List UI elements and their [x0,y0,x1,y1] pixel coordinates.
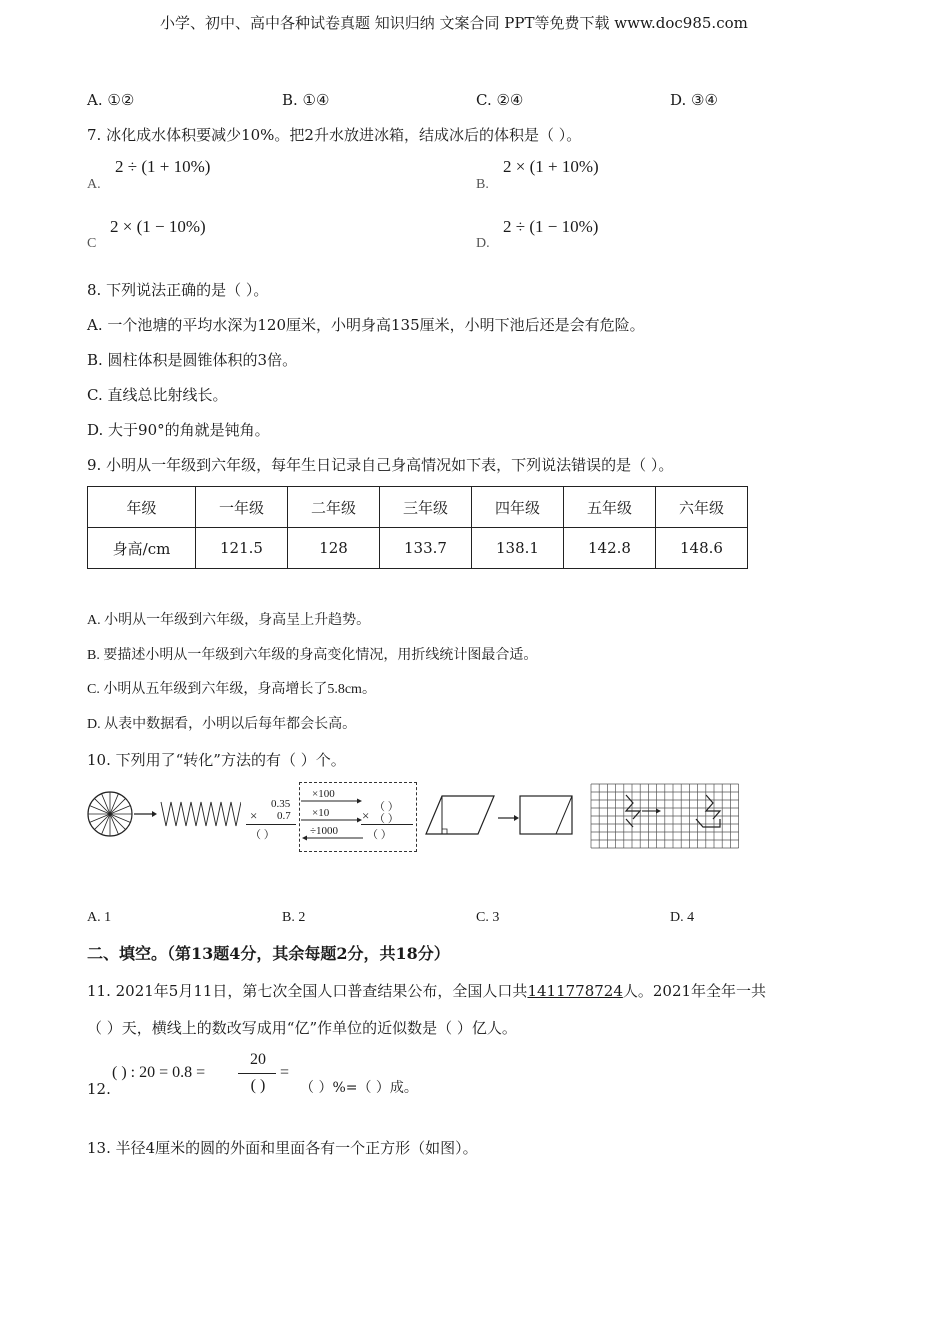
circle-transform-figure [86,788,241,840]
q12-label: 12. [87,1080,111,1098]
q9-option-b[interactable]: B. 要描述小明从一年级到六年级的身高变化情况，用折线统计图最合适。 [87,648,538,663]
q7-option-c-label[interactable]: C [87,236,97,251]
table-header-cell: 三年级 [380,487,472,528]
fraction-bar [238,1073,276,1074]
q6-option-c[interactable]: C. ②④ [476,91,524,109]
q6-option-d[interactable]: D. ③④ [670,91,718,109]
table-header-cell: 一年级 [196,487,288,528]
q7-option-b-label[interactable]: B. [476,177,489,192]
table-header-cell: 年级 [88,487,196,528]
q12-denominator[interactable]: ( ) [250,1077,266,1094]
table-row [88,528,748,569]
q11-text-post: 人。2021年全年一共 [622,982,767,1000]
table-cell: 121.5 [196,528,288,569]
q7-option-d-expr: 2 ÷ (1 − 10%) [503,217,599,236]
q10-option-b[interactable]: B. 2 [282,910,306,925]
sector-line [110,798,126,814]
arrow-head [152,811,157,817]
op-times-100: ×100 [312,788,335,800]
grid-translation-figure [590,783,740,849]
q10-stem: 10. 下列用了“转化”方法的有（ ）个。 [87,751,346,769]
parallelogram [426,796,494,834]
conversion-arrows [299,782,417,850]
q12-ratio[interactable]: ( ) : 20 = 0.8 = [112,1064,206,1081]
table-header-cell: 二年级 [288,487,380,528]
q12-tail[interactable]: （ ）%=（ ）成。 [300,1080,418,1096]
arrow-head [514,815,519,821]
parallelogram-transform-figure [424,794,576,838]
q12-numerator: 20 [250,1051,266,1068]
result-line [361,824,413,825]
sector-line [94,798,110,814]
q7-option-a-label[interactable]: A. [87,177,101,192]
grid [591,784,739,848]
op-times-10: ×10 [312,807,330,819]
q11-line-2[interactable]: （ ）天，横线上的数改写成用“亿”作单位的近似数是（ ）亿人。 [87,1019,517,1037]
q10-option-c[interactable]: C. 3 [476,910,500,925]
q11-line-1 [87,981,766,1001]
factor-bottom: 0.7 [277,810,291,822]
result-product-paren: （ ） [367,829,392,841]
op-divide-1000: ÷1000 [310,825,339,837]
arrow-head [656,809,661,814]
circle-sectors [88,792,132,836]
table-cell: 148.6 [656,528,748,569]
q7-option-a-expr: 2 ÷ (1 + 10%) [115,157,211,176]
q13-stem: 13. 半径4厘米的圆的外面和里面各有一个正方形（如图）。 [87,1139,478,1157]
q12-equals: = [280,1064,290,1081]
q8-option-a[interactable]: A. 一个池塘的平均水深为120厘米，小明身高135厘米，小明下池后还是会有危险。 [87,316,645,334]
q7-option-b-expr: 2 × (1 + 10%) [503,157,599,176]
product-paren: （ ） [250,829,275,841]
times-sign: × [250,808,258,823]
q10-option-d[interactable]: D. 4 [670,910,695,925]
height-table [87,486,748,569]
table-cell: 128 [288,528,380,569]
q8-option-b[interactable]: B. 圆柱体积是圆锥体积的3倍。 [87,351,298,369]
table-cell: 142.8 [564,528,656,569]
q10-option-a[interactable]: A. 1 [87,910,112,925]
sector-line [94,814,110,830]
section-2-title: 二、填空。（第13题4分，其余每题2分，共18分） [87,944,450,963]
q8-option-c[interactable]: C. 直线总比射线长。 [87,386,228,404]
table-cell: 身高/cm [88,528,196,569]
cut-line [556,796,572,834]
q8-option-d[interactable]: D. 大于90°的角就是钝角。 [87,421,270,439]
result-top-paren: （ ） [374,801,399,813]
shape-translated [706,795,720,819]
page-header: 小学、初中、高中各种试卷真题 知识归纳 文案合同 PPT等免费下载 www.doc985.com [160,14,748,32]
table-header-cell: 四年级 [472,487,564,528]
q7-option-d-label[interactable]: D. [476,236,490,251]
sector-line [110,814,126,830]
q6-option-b[interactable]: B. ①④ [282,91,330,109]
q7-option-c-expr: 2 × (1 − 10%) [110,217,206,236]
result-times: × [362,808,370,823]
table-cell: 133.7 [380,528,472,569]
result-bottom-paren: （ ） [374,813,399,825]
q7-stem: 7. 冰化成水体积要减少10%。把2升水放进冰箱，结成冰后的体积是（ ）。 [87,126,582,144]
table-header-cell: 五年级 [564,487,656,528]
table-row [88,487,748,528]
table-header-cell: 六年级 [656,487,748,528]
q9-option-d[interactable]: D. 从表中数据看，小明以后每年都会长高。 [87,717,357,732]
population-number: 1411778724 [527,982,623,1000]
rearranged-sectors [161,802,241,826]
q9-option-a[interactable]: A. 小明从一年级到六年级，身高呈上升趋势。 [87,613,371,628]
table-cell: 138.1 [472,528,564,569]
product-line [246,824,296,825]
q9-option-c[interactable]: C. 小明从五年级到六年级，身高增长了5.8cm。 [87,682,376,697]
decimal-conversion-figure [246,782,418,852]
q11-text-pre: 11. 2021年5月11日，第七次全国人口普查结果公布，全国人口共 [87,982,528,1000]
q9-stem: 9. 小明从一年级到六年级，每年生日记录自己身高情况如下表，下列说法错误的是（ ）。 [87,456,674,474]
q6-option-a[interactable]: A. ①② [87,91,135,109]
shape-original [626,795,640,819]
factor-top: 0.35 [271,798,291,810]
q8-stem: 8. 下列说法正确的是（ ）。 [87,281,269,299]
